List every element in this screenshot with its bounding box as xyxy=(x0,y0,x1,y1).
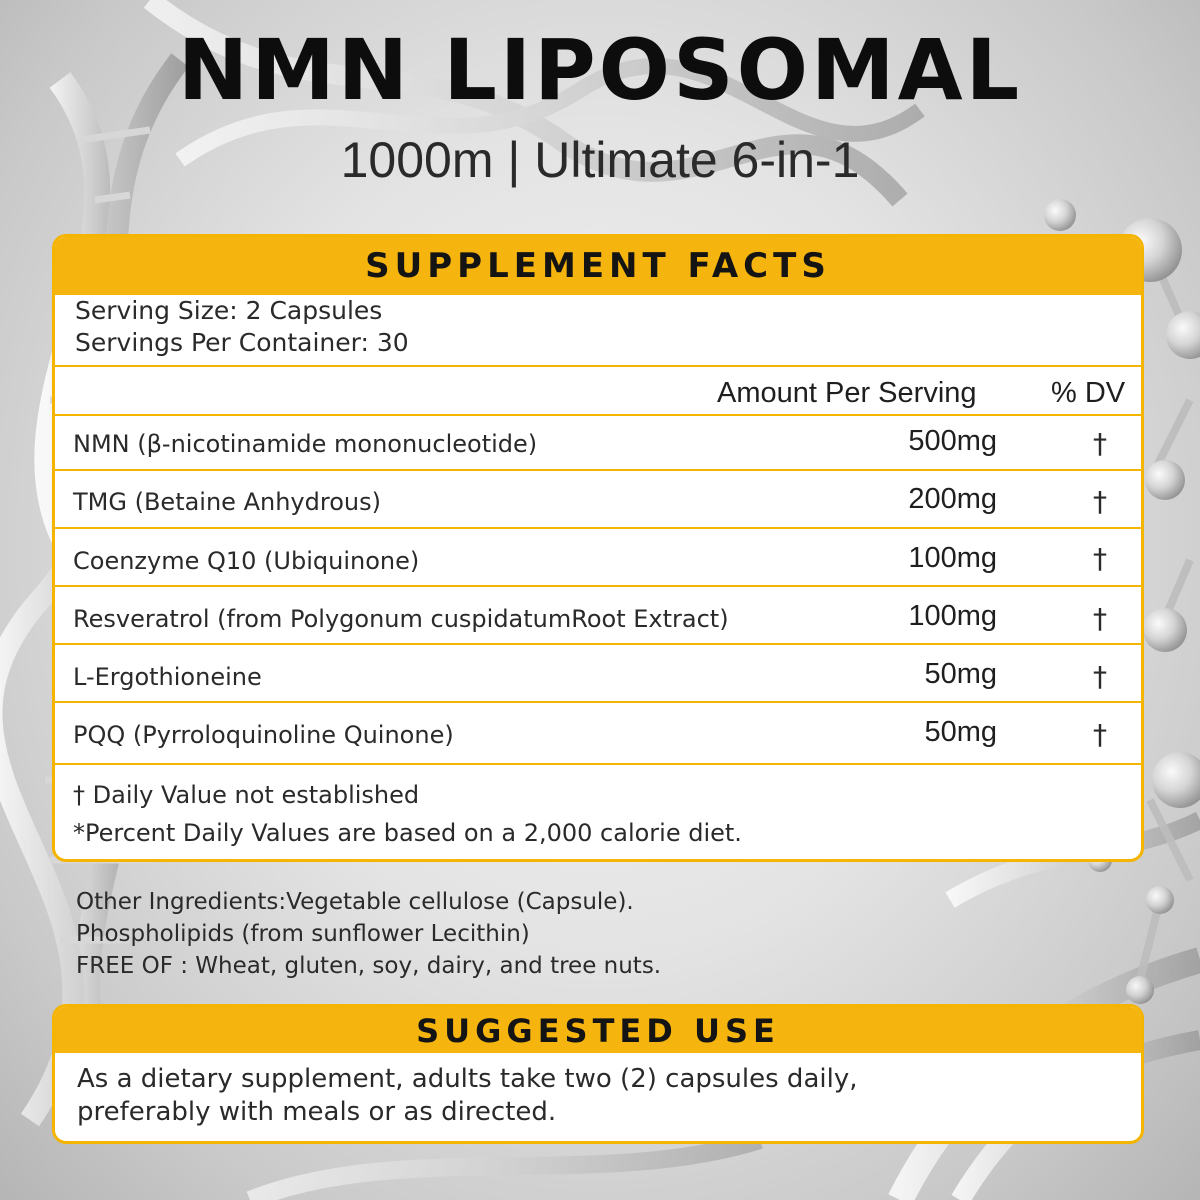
column-header-dv: % DV xyxy=(1051,377,1126,409)
ingredient-dv: † xyxy=(1093,602,1107,635)
ingredient-name: PQQ (Pyrroloquinoline Quinone) xyxy=(73,721,454,749)
ingredient-amount: 100mg xyxy=(908,542,997,574)
ingredient-amount: 500mg xyxy=(908,425,997,457)
divider xyxy=(55,414,1141,416)
servings-per-container: Servings Per Container: 30 xyxy=(75,328,409,357)
ingredient-name: TMG (Betaine Anhydrous) xyxy=(73,488,381,516)
footnote-percent: *Percent Daily Values are based on a 2,000 calorie diet. xyxy=(73,819,742,847)
supplement-facts-header: SUPPLEMENT FACTS xyxy=(55,237,1141,295)
ingredient-dv: † xyxy=(1093,542,1107,575)
ingredient-amount: 200mg xyxy=(908,483,997,515)
ingredient-name: NMN (β-nicotinamide mononucleotide) xyxy=(73,430,538,458)
other-ingredients-line: Phospholipids (from sunflower Lecithin) xyxy=(76,921,530,947)
divider xyxy=(55,365,1141,367)
other-ingredients-line: Other Ingredients:Vegetable cellulose (Capsule). xyxy=(76,889,634,915)
ingredient-amount: 50mg xyxy=(924,658,997,690)
column-header-amount: Amount Per Serving xyxy=(717,377,977,409)
ingredient-dv: † xyxy=(1093,718,1107,751)
ingredient-name: Resveratrol (from Polygonum cuspidatumRoot Extract) xyxy=(73,605,729,633)
divider xyxy=(55,527,1141,529)
footnote-dagger: † Daily Value not established xyxy=(73,781,420,809)
supplement-facts-panel xyxy=(52,234,1144,862)
product-title: NMN LIPOSOMAL xyxy=(177,21,1023,119)
serving-size: Serving Size: 2 Capsules xyxy=(75,296,383,325)
divider xyxy=(55,701,1141,703)
ingredient-name: Coenzyme Q10 (Ubiquinone) xyxy=(73,547,420,575)
suggested-use-line: preferably with meals or as directed. xyxy=(77,1097,557,1127)
ingredient-amount: 50mg xyxy=(924,716,997,748)
suggested-use-line: As a dietary supplement, adults take two (2) capsules daily, xyxy=(77,1064,858,1094)
divider xyxy=(55,469,1141,471)
product-subtitle: 1000m | Ultimate 6-in-1 xyxy=(340,132,860,188)
ingredient-dv: † xyxy=(1093,660,1107,693)
divider xyxy=(55,763,1141,765)
ingredient-dv: † xyxy=(1093,427,1107,460)
suggested-use-text xyxy=(77,1063,857,1129)
ingredient-name: L-Ergothioneine xyxy=(73,663,262,691)
allergen-free-line: FREE OF : Wheat, gluten, soy, dairy, and tree nuts. xyxy=(76,953,662,979)
divider xyxy=(55,585,1141,587)
ingredient-dv: † xyxy=(1093,485,1107,518)
ingredient-amount: 100mg xyxy=(908,600,997,632)
bottom-dna-helix xyxy=(250,1140,760,1200)
other-ingredients xyxy=(76,886,661,982)
suggested-use-header: SUGGESTED USE xyxy=(55,1007,1141,1053)
suggested-use-panel xyxy=(52,1004,1144,1144)
serving-info xyxy=(75,295,409,359)
divider xyxy=(55,643,1141,645)
